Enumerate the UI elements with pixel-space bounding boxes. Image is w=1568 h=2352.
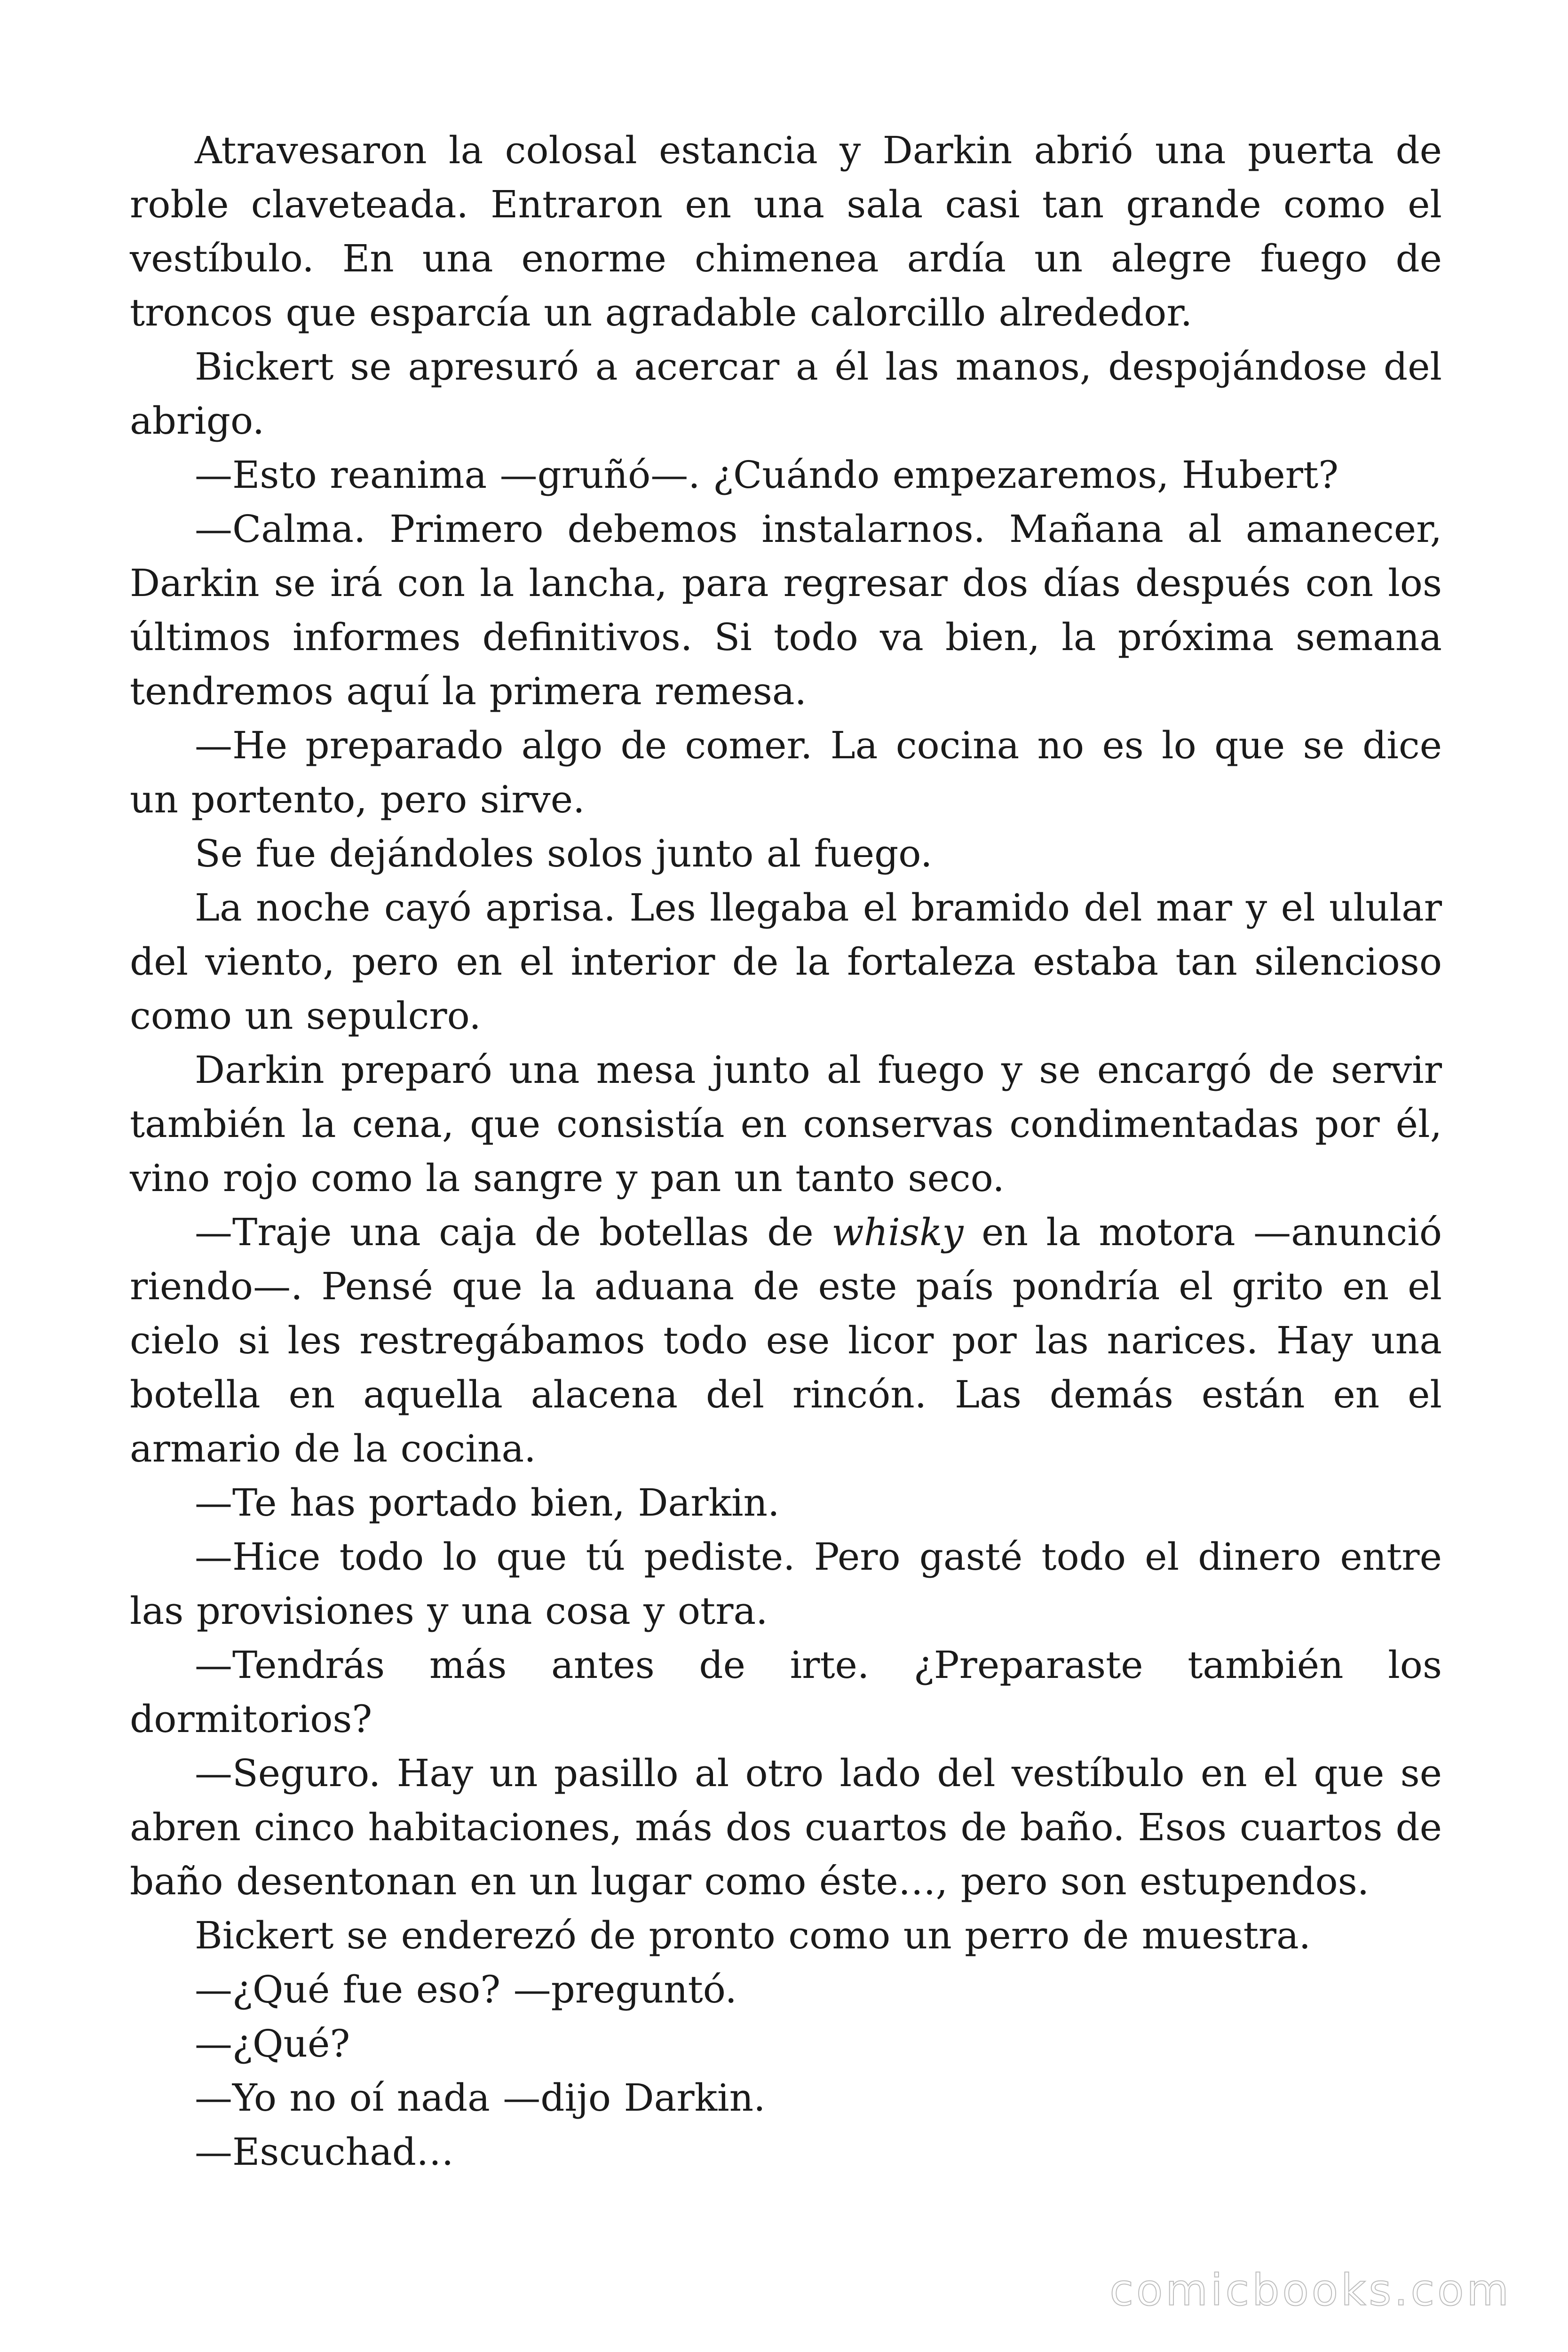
paragraph-4: —Calma. Primero debemos instalarnos. Mañana al amanecer, Darkin se irá con la lancha, para regresar dos días después con los últimos informes definitivos. Si todo va bien, la próxima semana tendremos aquí la primera remesa. [130, 507, 1442, 713]
paragraph-9-after: en la motora —anunció riendo—. Pensé que la aduana de este país pondría el grito en el cielo si les restregábamos todo ese licor por las narices. Hay una botella en aquella alacena del rincón. Las demás están en el armario de la cocina. [130, 1210, 1442, 1470]
paragraph-9-italic: whisky [832, 1210, 964, 1254]
paragraph-2: Bickert se apresuró a acercar a él las manos, despojándose del abrigo. [130, 345, 1442, 443]
paragraph-18: —Escuchad… [195, 2130, 454, 2174]
paragraph-12: —Tendrás más antes de irte. ¿Preparaste también los dormitorios? [130, 1643, 1442, 1741]
paragraph-13: —Seguro. Hay un pasillo al otro lado del vestíbulo en el que se abren cinco habitaciones, más dos cuartos de baño. Esos cuartos de baño desentonan en un lugar como éste…, pero son estupendos. [130, 1751, 1442, 1903]
paragraph-8: Darkin preparó una mesa junto al fuego y se encargó de servir también la cena, que consistía en conservas condimentadas por él, vino rojo como la sangre y pan un tanto seco. [130, 1048, 1442, 1200]
watermark: comicbooks.com [1109, 2265, 1512, 2315]
paragraph-7: La noche cayó aprisa. Les llegaba el bramido del mar y el ulular del viento, pero en el interior de la fortaleza estaba tan silencioso como un sepulcro. [130, 886, 1442, 1038]
page-body [130, 123, 1442, 2179]
paragraph-17: —Yo no oí nada —dijo Darkin. [195, 2076, 766, 2120]
paragraph-3: —Esto reanima —gruñó—. ¿Cuándo empezaremos, Hubert? [195, 453, 1338, 497]
paragraph-11: —Hice todo lo que tú pediste. Pero gasté todo el dinero entre las provisiones y una cosa y otra. [130, 1535, 1442, 1633]
paragraph-1: Atravesaron la colosal estancia y Darkin abrió una puerta de roble claveteada. Entraron en una sala casi tan grande como el vestíbulo. En una enorme chimenea ardía un alegre fuego de troncos que esparcía un agradable calorcillo alrededor. [130, 128, 1442, 334]
paragraph-9-before: —Traje una caja de botellas de [195, 1210, 832, 1254]
paragraph-9 [130, 1205, 1442, 1476]
paragraph-10: —Te has portado bien, Darkin. [195, 1481, 780, 1525]
paragraph-16: —¿Qué? [195, 2022, 350, 2066]
paragraph-6: Se fue dejándoles solos junto al fuego. [195, 832, 933, 875]
paragraph-15: —¿Qué fue eso? —preguntó. [195, 1968, 737, 2011]
paragraph-5: —He preparado algo de comer. La cocina no es lo que se dice un portento, pero sirve. [130, 723, 1442, 821]
paragraph-14: Bickert se enderezó de pronto como un perro de muestra. [195, 1914, 1311, 1957]
